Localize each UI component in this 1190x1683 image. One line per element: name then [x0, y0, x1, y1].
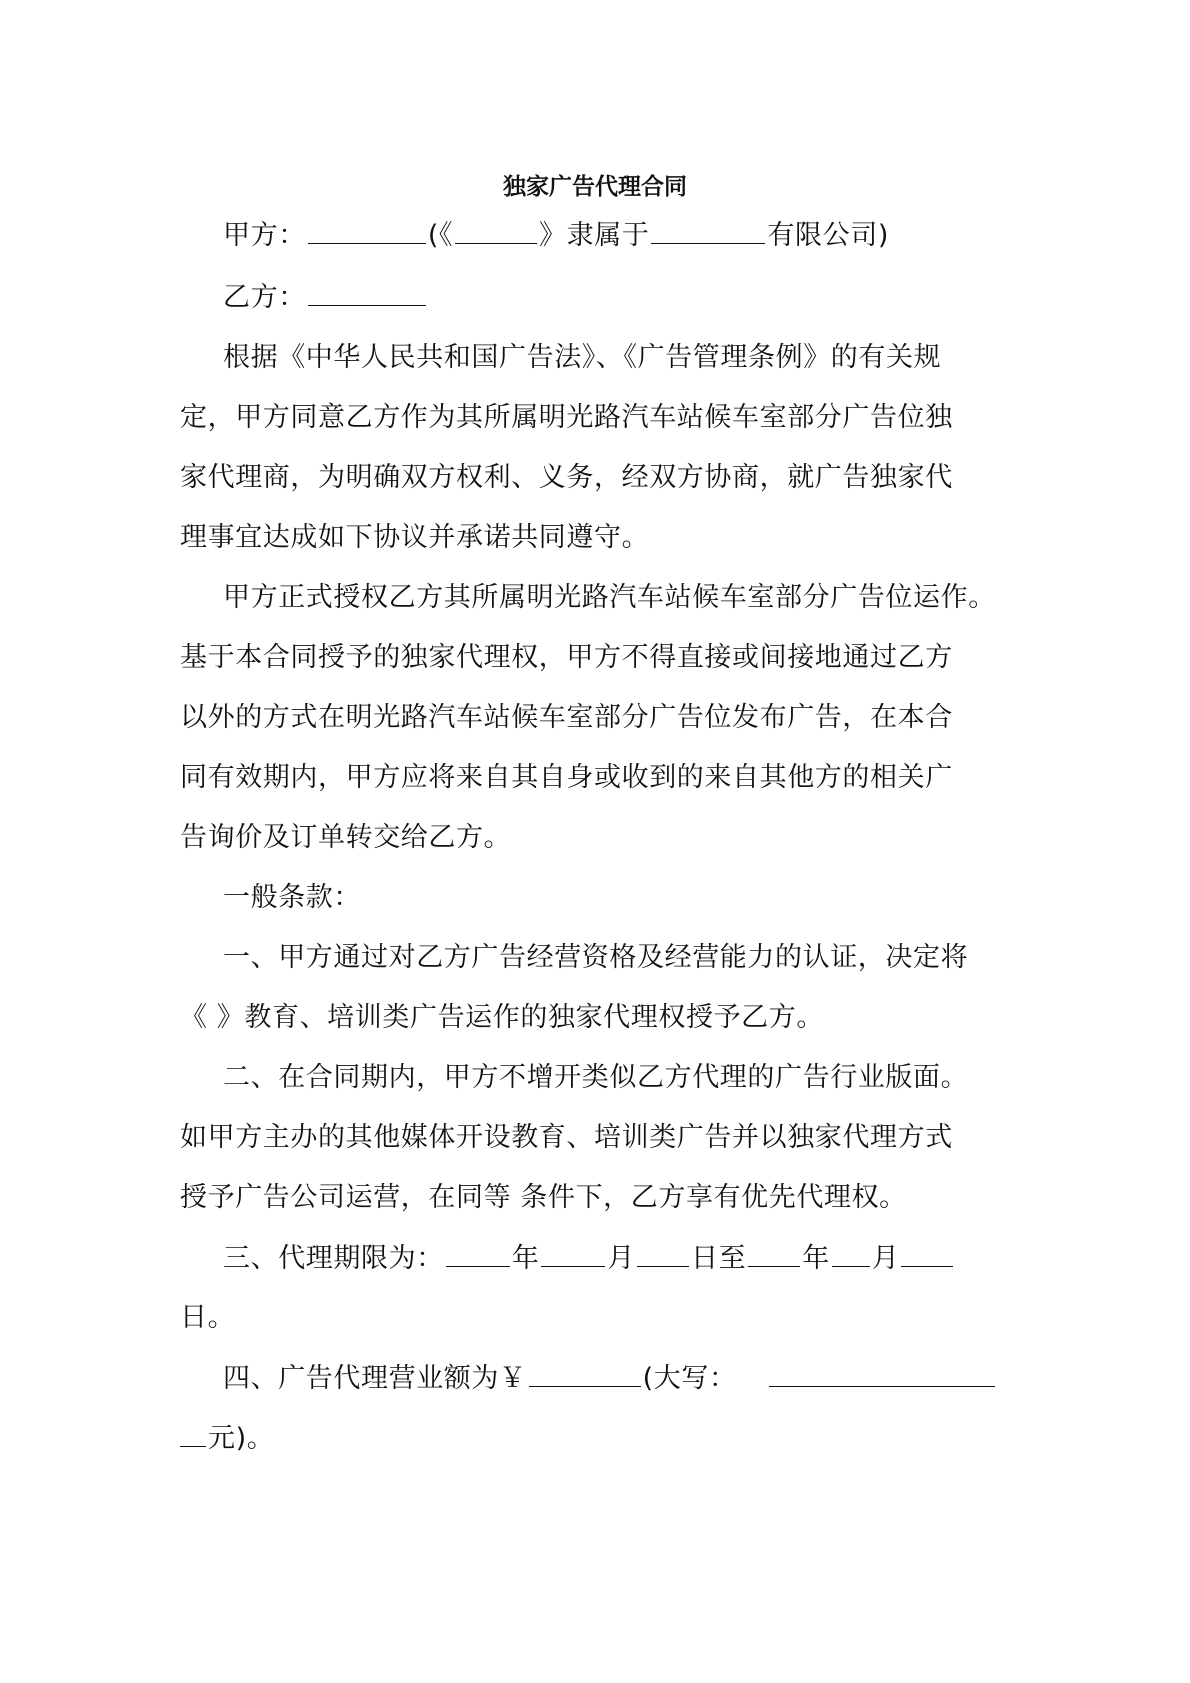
clause-2-line: 如甲方主办的其他媒体开设教育、培训类广告并以独家代理方式 [180, 1122, 953, 1153]
clause-3-month-2: 月 [871, 1243, 900, 1274]
turnover-daxie-blank [769, 1360, 995, 1387]
preamble-line: 定，甲方同意乙方作为其所属明光路汽车站候车室部分广告位独 [180, 402, 953, 433]
clause-4-line [223, 1360, 997, 1397]
authorization-line: 告询价及订单转交给乙方。 [180, 822, 512, 853]
authorization-line: 同有效期内，甲方应将来自其自身或收到的来自其他方的相关广 [180, 762, 953, 793]
party-a-name-blank [308, 217, 426, 244]
party-a-open-paren: (《 [427, 220, 454, 251]
clause-1-line: 《 》教育、培训类广告运作的独家代理权授予乙方。 [180, 1002, 824, 1033]
preamble-line: 理事宜达成如下协议并承诺共同遵守。 [180, 522, 650, 553]
start-day-blank [637, 1240, 689, 1267]
clause-3-year-2: 年 [802, 1243, 830, 1274]
parent-company-blank [651, 217, 765, 244]
party-a-company-suffix: 有限公司) [767, 220, 889, 251]
end-day-blank [901, 1240, 953, 1267]
party-a-label: 甲方： [223, 220, 306, 251]
turnover-amount-blank [529, 1360, 641, 1387]
party-b-name-blank [308, 279, 426, 306]
end-year-blank [748, 1240, 800, 1267]
clause-3-prefix: 三、代理期限为： [223, 1243, 444, 1274]
authorization-line: 甲方正式授权乙方其所属明光路汽车站候车室部分广告位运作。 [223, 582, 996, 613]
party-a-line [223, 217, 889, 254]
authorization-line: 基于本合同授予的独家代理权，甲方不得直接或间接地通过乙方 [180, 642, 953, 673]
start-year-blank [446, 1240, 510, 1267]
publication-name-blank [455, 217, 537, 244]
party-a-belongs-to: 》隶属于 [539, 220, 650, 251]
clause-1-line: 一、甲方通过对乙方广告经营资格及经营能力的认证，决定将 [223, 942, 969, 973]
clause-4-daxie: (大写： [642, 1363, 737, 1394]
clause-2-line: 二、在合同期内，甲方不增开类似乙方代理的广告行业版面。 [223, 1062, 969, 1093]
preamble-line: 根据《中华人民共和国广告法》、《广告管理条例》的有关规 [223, 342, 942, 373]
authorization-line: 以外的方式在明光路汽车站候车室部分广告位发布广告，在本合 [180, 702, 953, 733]
preamble-line: 家代理商，为明确双方权利、义务，经双方协商，就广告独家代 [180, 462, 953, 493]
clause-3-month-1: 月 [607, 1243, 636, 1274]
party-b-label: 乙方： [223, 282, 306, 313]
clause-3-line [223, 1240, 955, 1277]
clause-2-line: 授予广告公司运营，在同等 条件下，乙方享有优先代理权。 [180, 1182, 907, 1213]
document-title: 独家广告代理合同 [503, 174, 687, 200]
turnover-daxie-blank-continued [180, 1420, 206, 1447]
general-terms-heading: 一般条款： [223, 882, 361, 913]
party-b-line [223, 279, 428, 316]
clause-3-day-to: 日至 [691, 1243, 747, 1274]
start-month-blank [541, 1240, 605, 1267]
clause-3-year-1: 年 [511, 1243, 540, 1274]
clause-4-prefix: 四、广告代理营业额为￥ [223, 1363, 527, 1394]
clause-4-end: 元)。 [208, 1423, 275, 1454]
clause-4-end-line [180, 1420, 274, 1457]
end-month-blank [832, 1240, 870, 1267]
clause-3-end: 日。 [180, 1302, 236, 1333]
